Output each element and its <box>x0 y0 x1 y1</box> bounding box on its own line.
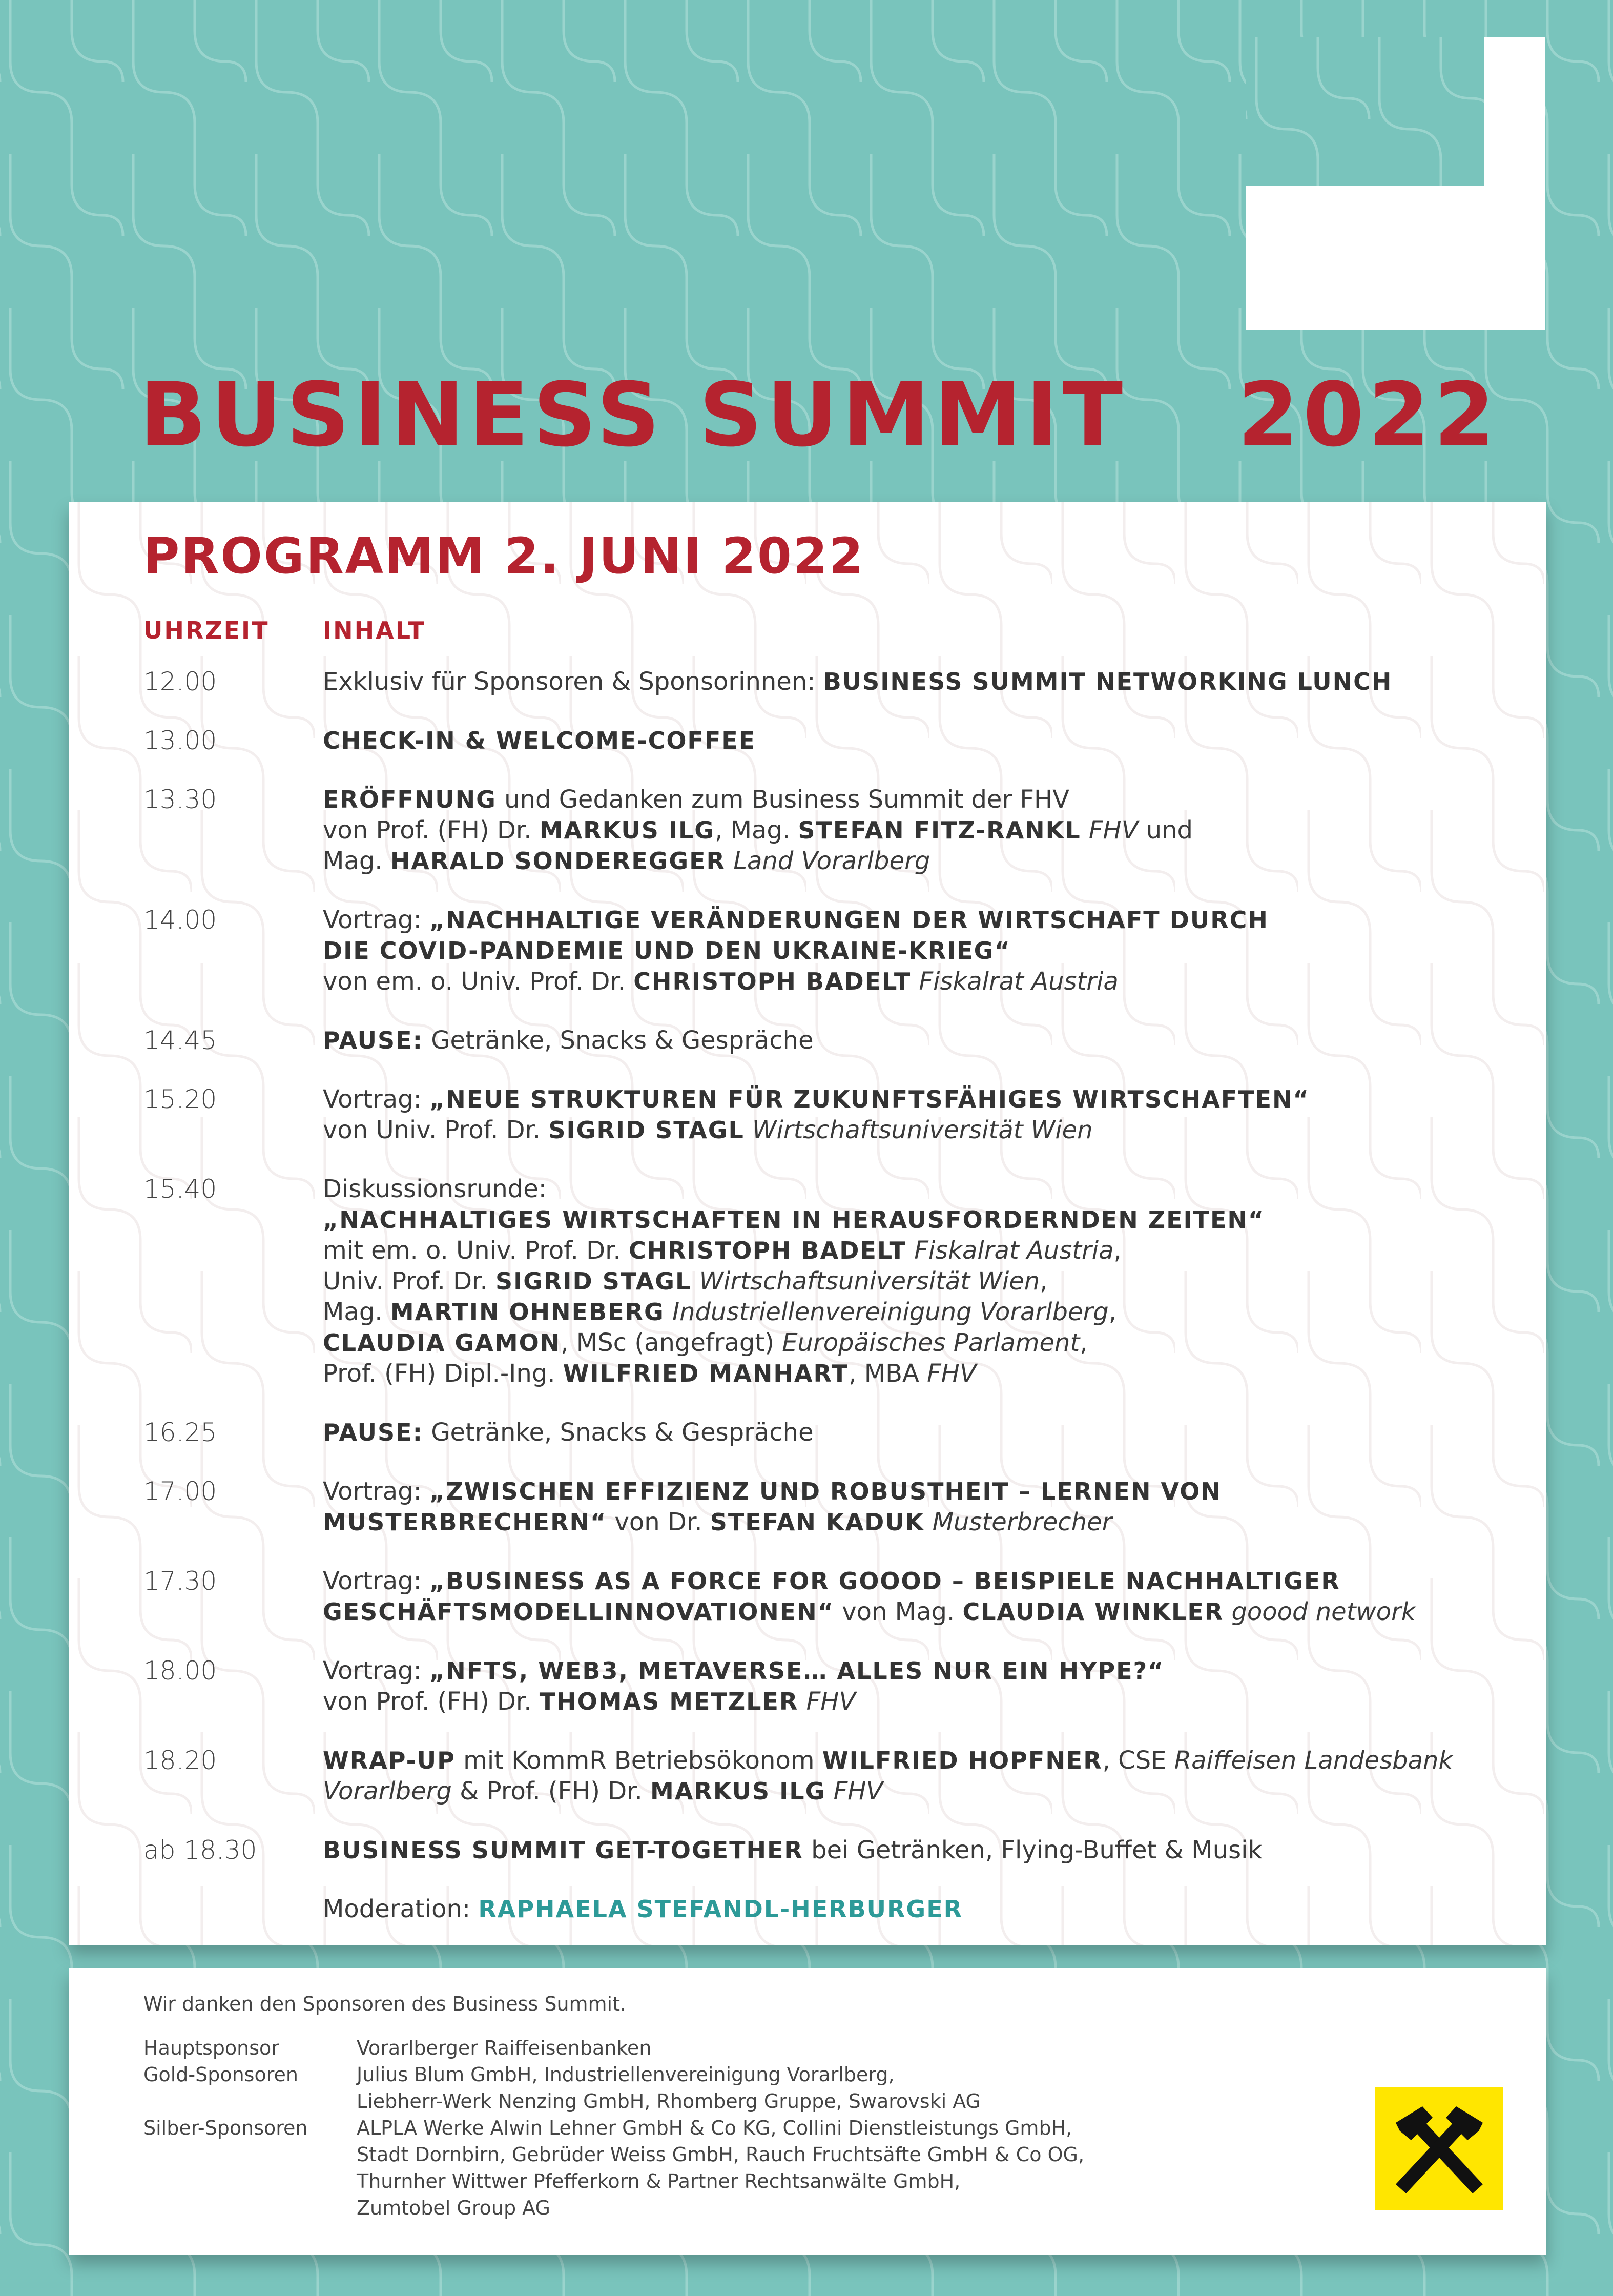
bold-segment: STEFAN KADUK <box>710 1508 925 1536</box>
content-line <box>323 1745 1527 1776</box>
title-part1: BUSINESS SU <box>139 363 842 466</box>
text-segment <box>825 1777 833 1806</box>
program-row-time: 17.00 <box>143 1477 217 1506</box>
sponsor-line: Liebherr-Werk Nenzing GmbH, Rhomberg Gruppe, Swarovski AG <box>357 2090 981 2113</box>
program-row-time: ab 18.30 <box>143 1835 257 1865</box>
content-line <box>323 1084 1527 1115</box>
content-line <box>323 666 1527 697</box>
sponsor-card <box>69 1968 1546 2255</box>
moderation-label: Moderation: <box>323 1895 479 1923</box>
text-segment <box>1081 816 1089 845</box>
text-segment: , CSE <box>1102 1746 1174 1775</box>
content-line <box>323 1204 1527 1235</box>
program-row-time: 12.00 <box>143 667 217 696</box>
program-row-content <box>323 1025 1527 1056</box>
bold-segment: „NFTS, WEB3, METAVERSE… ALLES NUR EIN HYPE?“ <box>429 1657 1165 1685</box>
bold-segment: GESCHÄFTSMODELLINNOVATIONEN“ <box>323 1598 834 1626</box>
text-segment: , MSc (angefragt) <box>561 1328 782 1357</box>
content-line <box>323 1235 1527 1266</box>
text-segment <box>726 847 733 875</box>
sponsor-line: Stadt Dornbirn, Gebrüder Weiss GmbH, Rauch Fruchtsäfte GmbH & Co OG, <box>357 2143 1085 2166</box>
program-row-time: 18.20 <box>143 1746 217 1775</box>
content-line <box>323 1358 1527 1389</box>
bold-segment: „ZWISCHEN EFFIZIENZ UND ROBUSTHEIT – LERNEN VON <box>429 1478 1222 1505</box>
moderation-row <box>143 1894 1527 1924</box>
bold-segment: DIE COVID-PANDEMIE UND DEN UKRAINE-KRIEG“ <box>323 937 1011 965</box>
program-row-content <box>323 666 1527 697</box>
text-segment <box>745 1116 752 1144</box>
italic-segment: FHV <box>833 1777 883 1806</box>
bold-segment: WRAP-UP <box>323 1747 456 1774</box>
sponsor-line: ALPLA Werke Alwin Lehner GmbH & Co KG, Collini Dienstleistungs GmbH, <box>357 2117 1072 2139</box>
program-row-time: 14.00 <box>143 905 217 935</box>
italic-segment: Wirtschaftsuniversität Wien <box>752 1116 1093 1144</box>
text-segment: Getränke, Snacks & Gespräche <box>423 1418 814 1447</box>
bold-segment: BUSINESS SUMMIT GET-TOGETHER <box>323 1836 803 1864</box>
text-segment <box>798 1687 806 1716</box>
program-row-time: 15.40 <box>143 1174 217 1204</box>
fhv-logo-mark <box>1246 37 1545 330</box>
italic-segment: Fiskalrat Austria <box>919 967 1119 996</box>
program-row-time: 18.00 <box>143 1656 217 1686</box>
moderation-name: RAPHAELA STEFANDL-HERBURGER <box>478 1895 963 1923</box>
bold-segment: MARTIN OHNEBERG <box>390 1298 665 1326</box>
text-segment <box>924 1508 932 1536</box>
content-line <box>323 725 1527 756</box>
text-segment: Vortrag: <box>323 1656 430 1685</box>
bold-segment: SIGRID STAGL <box>548 1116 745 1144</box>
content-line <box>323 966 1527 997</box>
raiffeisen-logo <box>1375 2087 1503 2210</box>
content-line <box>323 1266 1527 1297</box>
text-segment: und <box>1138 816 1193 845</box>
bold-segment: „NEUE STRUKTUREN FÜR ZUKUNFTSFÄHIGES WIRTSCHAFTEN“ <box>429 1085 1310 1113</box>
italic-segment: goood network <box>1231 1597 1416 1626</box>
program-row-content <box>323 1835 1527 1865</box>
program-row <box>143 1025 1527 1056</box>
bold-segment: MARKUS ILG <box>539 816 715 844</box>
content-line <box>323 815 1527 846</box>
text-segment: , <box>1108 1298 1116 1326</box>
program-row-content <box>323 905 1527 997</box>
program-rows <box>143 666 1527 1924</box>
text-segment: mit KommR Betriebsökonom <box>455 1746 822 1775</box>
content-line <box>323 1776 1527 1807</box>
text-segment: und Gedanken zum Business Summit der FHV <box>496 785 1069 814</box>
text-segment: Univ. Prof. Dr. <box>323 1267 495 1296</box>
program-row <box>143 1655 1527 1717</box>
content-line <box>323 1025 1527 1056</box>
title-part2: MM <box>842 363 1026 466</box>
column-header-time: UHRZEIT <box>143 617 270 644</box>
text-segment: Diskussionsrunde: <box>323 1175 547 1203</box>
program-row-time: 13.30 <box>143 785 217 814</box>
text-segment: Vortrag: <box>323 1477 430 1506</box>
moderation <box>323 1894 1527 1924</box>
program-row-content <box>323 784 1527 876</box>
bold-segment: „NACHHALTIGE VERÄNDERUNGEN DER WIRTSCHAFT DURCH <box>429 906 1269 934</box>
text-segment <box>665 1298 672 1326</box>
program-row <box>143 1417 1527 1448</box>
program-row-content <box>323 1417 1527 1448</box>
bold-segment: SIGRID STAGL <box>495 1267 692 1295</box>
program-heading: PROGRAMM 2. JUNI 2022 <box>143 527 865 585</box>
sponsor-line: Zumtobel Group AG <box>357 2197 550 2219</box>
bold-segment: HARALD SONDEREGGER <box>390 847 726 875</box>
text-segment: von Prof. (FH) Dr. <box>323 1687 540 1716</box>
column-header-content: INHALT <box>323 617 426 644</box>
italic-segment: Raiffeisen Landesbank <box>1174 1746 1453 1775</box>
text-segment: Vortrag: <box>323 906 430 934</box>
content-line <box>323 1476 1527 1507</box>
sponsor-group-label: Silber-Sponsoren <box>143 2117 308 2139</box>
content-line <box>323 1686 1527 1717</box>
sponsor-line: Vorarlberger Raiffeisenbanken <box>357 2037 652 2059</box>
italic-segment: Vorarlberg <box>323 1777 452 1806</box>
bold-segment: ERÖFFNUNG <box>323 786 497 813</box>
text-segment: von Prof. (FH) Dr. <box>323 816 540 845</box>
program-row <box>143 1835 1527 1865</box>
text-segment: Exklusiv für Sponsoren & Sponsorinnen: <box>323 667 823 696</box>
bold-segment: STEFAN FITZ-RANKL <box>798 816 1081 844</box>
italic-segment: Europäisches Parlament <box>782 1328 1080 1357</box>
sponsor-group-names <box>357 2115 1084 2221</box>
bold-segment: THOMAS METZLER <box>539 1688 799 1715</box>
bold-segment: BUSINESS SUMMIT NETWORKING LUNCH <box>823 668 1393 695</box>
sponsor-intro: Wir danken den Sponsoren des Business Summit. <box>143 1993 627 2015</box>
program-row <box>143 784 1527 876</box>
sponsor-group-names <box>357 2061 1084 2115</box>
sponsor-line: Thurnher Wittwer Pfefferkorn & Partner Rechtsanwälte GmbH, <box>357 2170 961 2192</box>
text-segment: Prof. (FH) Dipl.-Ing. <box>323 1359 563 1388</box>
content-line <box>323 1115 1527 1145</box>
program-row <box>143 905 1527 997</box>
program-row-time: 15.20 <box>143 1084 217 1114</box>
content-line <box>323 1297 1527 1327</box>
italic-segment: FHV <box>927 1359 977 1388</box>
text-segment: Vortrag: <box>323 1567 430 1595</box>
bold-segment: MUSTERBRECHERN“ <box>323 1508 607 1536</box>
program-row <box>143 1566 1527 1627</box>
sponsor-table <box>143 2035 1084 2221</box>
program-row-content <box>323 1476 1527 1537</box>
program-row <box>143 725 1527 756</box>
bold-segment: PAUSE: <box>323 1027 423 1054</box>
content-line <box>323 846 1527 876</box>
italic-segment: Musterbrecher <box>932 1508 1112 1536</box>
program-row-content <box>323 1174 1527 1389</box>
text-segment: , <box>1113 1236 1122 1265</box>
program-row <box>143 1476 1527 1537</box>
content-line <box>323 905 1527 935</box>
bold-segment: „BUSINESS AS A FORCE FOR GOOOD – BEISPIELE NACHHALTIGER <box>429 1567 1340 1595</box>
bold-segment: CLAUDIA WINKLER <box>962 1598 1224 1626</box>
program-row-time: 13.00 <box>143 726 217 755</box>
text-segment: Vortrag: <box>323 1085 430 1114</box>
sponsor-group-label: Hauptsponsor <box>143 2037 279 2059</box>
text-segment: von Univ. Prof. Dr. <box>323 1116 549 1144</box>
bold-segment: CHRISTOPH BADELT <box>628 1237 906 1264</box>
bold-segment: WILFRIED HOPFNER <box>822 1747 1103 1774</box>
text-segment <box>691 1267 699 1296</box>
italic-segment: Wirtschaftsuniversität Wien <box>699 1267 1040 1296</box>
text-segment: mit em. o. Univ. Prof. Dr. <box>323 1236 629 1265</box>
text-segment <box>1224 1597 1231 1626</box>
sponsor-group <box>143 2061 1084 2115</box>
text-segment: von Mag. <box>834 1597 963 1626</box>
content-line <box>323 1327 1527 1358</box>
program-row-content <box>323 1566 1527 1627</box>
program-row-time: 17.30 <box>143 1566 217 1596</box>
content-line <box>323 1655 1527 1686</box>
sponsor-group-label: Gold-Sponsoren <box>143 2063 298 2086</box>
italic-segment: FHV <box>806 1687 856 1716</box>
bold-segment: CHECK-IN & WELCOME-COFFEE <box>323 727 756 754</box>
sponsor-line: Julius Blum GmbH, Industriellenvereinigung Vorarlberg, <box>357 2063 895 2086</box>
sponsor-group <box>143 2035 1084 2061</box>
sponsor-group-names <box>357 2035 1084 2061</box>
title-year: 2022 <box>1237 363 1499 466</box>
text-segment: Mag. <box>323 847 390 875</box>
program-row <box>143 666 1527 697</box>
program-row-content <box>323 725 1527 756</box>
bold-segment: MARKUS ILG <box>650 1777 826 1805</box>
text-segment: von em. o. Univ. Prof. Dr. <box>323 967 634 996</box>
program-row <box>143 1174 1527 1389</box>
program-row-content <box>323 1745 1527 1807</box>
program-row-content <box>323 1084 1527 1145</box>
text-segment: , MBA <box>849 1359 927 1388</box>
text-segment: & Prof. (FH) Dr. <box>451 1777 651 1806</box>
content-line <box>323 1596 1527 1627</box>
program-card <box>69 502 1546 1945</box>
italic-segment: FHV <box>1088 816 1139 845</box>
text-segment: Getränke, Snacks & Gespräche <box>423 1026 814 1055</box>
content-line <box>323 784 1527 815</box>
text-segment: von Dr. <box>607 1508 710 1536</box>
text-segment <box>906 1236 914 1265</box>
text-segment <box>911 967 919 996</box>
program-row-time: 14.45 <box>143 1026 217 1055</box>
bold-segment: CHRISTOPH BADELT <box>633 968 912 995</box>
main-title <box>139 354 1499 477</box>
bold-segment: „NACHHALTIGES WIRTSCHAFTEN IN HERAUSFORDERNDEN ZEITEN“ <box>323 1206 1265 1234</box>
content-line <box>323 1174 1527 1204</box>
content-line <box>323 1507 1527 1537</box>
program-row-content <box>323 1655 1527 1717</box>
sponsor-group <box>143 2115 1084 2221</box>
title-part3: IT <box>1025 363 1127 466</box>
program-row <box>143 1745 1527 1807</box>
content-line <box>323 1417 1527 1448</box>
text-segment: , Mag. <box>715 816 798 845</box>
bold-segment: WILFRIED MANHART <box>563 1360 849 1387</box>
bold-segment: CLAUDIA GAMON <box>323 1329 561 1357</box>
italic-segment: Fiskalrat Austria <box>914 1236 1114 1265</box>
content-line <box>323 1566 1527 1596</box>
italic-segment: Industriellenvereinigung Vorarlberg <box>672 1298 1109 1326</box>
content-line <box>323 1835 1527 1865</box>
program-row <box>143 1084 1527 1145</box>
bold-segment: PAUSE: <box>323 1419 423 1446</box>
text-segment: Mag. <box>323 1298 390 1326</box>
italic-segment: Land Vorarlberg <box>733 847 930 875</box>
text-segment: , <box>1080 1328 1088 1357</box>
text-segment: , <box>1040 1267 1048 1296</box>
text-segment: bei Getränken, Flying-Buffet & Musik <box>803 1836 1263 1864</box>
program-row-time: 16.25 <box>143 1418 217 1447</box>
content-line <box>323 935 1527 966</box>
